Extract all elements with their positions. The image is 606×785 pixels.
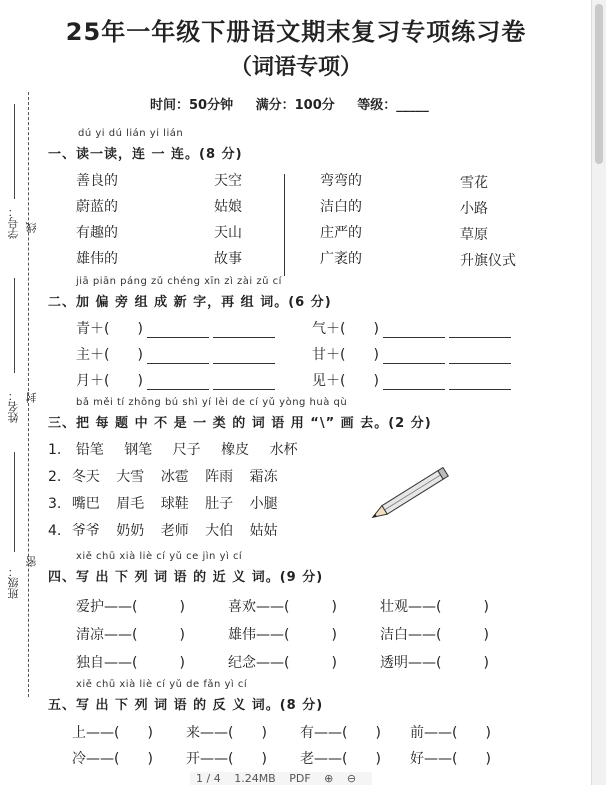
antonym-item[interactable]: 冷——( ) — [72, 751, 153, 767]
answer-blank[interactable] — [383, 325, 445, 338]
page-indicator: 1 / 4 — [196, 772, 221, 785]
section3-pinyin: bǎ měi tí zhōng bú shì yí lèi de cí yǔ yòng huà qù — [76, 397, 348, 408]
radical-prompt: 甘＋( ) — [312, 347, 379, 363]
radical-item[interactable] — [76, 344, 275, 364]
section3-title: 三、把 每 题 中 不 是 一 类 的 词 语 用 “\” 画 去。(2 分) — [48, 416, 432, 431]
section1-title: 一、读一读，连 一 连。(8 分) — [48, 147, 243, 162]
classify-word[interactable]: 姑姑 — [249, 523, 278, 539]
radical-prompt: 气＋( ) — [312, 321, 379, 337]
radical-prompt: 月＋( ) — [76, 373, 143, 389]
classify-word[interactable]: 阵雨 — [205, 469, 234, 485]
word[interactable]: 有趣的 — [76, 225, 118, 241]
classify-word[interactable]: 球鞋 — [160, 496, 189, 512]
classify-word[interactable]: 大伯 — [205, 523, 234, 539]
synonym-item[interactable]: 爱护——( ) — [76, 599, 185, 615]
file-type: PDF — [289, 772, 311, 785]
student-no-line — [14, 104, 15, 199]
radical-item[interactable] — [312, 318, 511, 338]
section1-divider — [284, 174, 285, 276]
word[interactable]: 天山 — [214, 225, 242, 241]
classify-word[interactable]: 水杯 — [269, 442, 298, 458]
word[interactable]: 草原 — [460, 227, 488, 243]
pencil-icon — [364, 464, 456, 524]
page-subtitle: （词语专项） — [229, 55, 362, 80]
file-size: 1.24MB — [234, 772, 276, 785]
answer-blank[interactable] — [147, 377, 209, 390]
viewer-statusbar — [190, 772, 372, 785]
classify-row — [48, 493, 278, 513]
word[interactable]: 雪花 — [460, 175, 488, 191]
binding-mark-seal: 封 — [25, 392, 38, 403]
answer-blank[interactable] — [383, 351, 445, 364]
row-number: 1. — [48, 442, 62, 458]
zoom-out-icon[interactable]: ⊖ — [346, 772, 357, 785]
antonym-item[interactable]: 老——( ) — [300, 751, 381, 767]
classify-word[interactable]: 钢笔 — [124, 442, 153, 458]
answer-blank[interactable] — [449, 325, 511, 338]
synonym-item[interactable]: 透明——( ) — [380, 655, 489, 671]
word[interactable]: 蔚蓝的 — [76, 199, 118, 215]
classify-word[interactable]: 奶奶 — [116, 523, 145, 539]
class-label: 班级： — [7, 566, 20, 599]
name-line — [14, 278, 15, 373]
exam-meta — [150, 94, 447, 113]
word[interactable]: 天空 — [214, 173, 242, 189]
radical-prompt: 青＋( ) — [76, 321, 143, 337]
word[interactable]: 雄伟的 — [76, 251, 118, 267]
classify-word[interactable]: 铅笔 — [75, 442, 104, 458]
synonym-item[interactable]: 纪念——( ) — [228, 655, 337, 671]
section4-pinyin: xiě chū xià liè cí yǔ ce jìn yì cí — [76, 551, 243, 562]
word[interactable]: 善良的 — [76, 173, 118, 189]
answer-blank[interactable] — [449, 351, 511, 364]
antonym-item[interactable]: 来——( ) — [186, 725, 267, 741]
grade-info: 等级：_____ — [357, 98, 429, 113]
synonym-item[interactable]: 洁白——( ) — [380, 627, 489, 643]
answer-blank[interactable] — [383, 377, 445, 390]
classify-word[interactable]: 大雪 — [116, 469, 145, 485]
antonym-item[interactable]: 开——( ) — [186, 751, 267, 767]
antonym-item[interactable]: 上——( ) — [72, 725, 153, 741]
class-line — [14, 452, 15, 552]
synonym-item[interactable]: 雄伟——( ) — [228, 627, 337, 643]
radical-item[interactable] — [76, 370, 275, 390]
page-title: 25年一年级下册语文期末复习专项练习卷 — [65, 18, 527, 46]
synonym-item[interactable]: 喜欢——( ) — [228, 599, 337, 615]
classify-word[interactable]: 肚子 — [205, 496, 234, 512]
word[interactable]: 洁白的 — [320, 199, 362, 215]
name-label: 姓名： — [7, 390, 20, 423]
answer-blank[interactable] — [147, 351, 209, 364]
synonym-item[interactable]: 壮观——( ) — [380, 599, 489, 615]
answer-blank[interactable] — [213, 325, 275, 338]
section1-pinyin: dú yi dú lián yi lián — [78, 128, 184, 139]
word[interactable]: 庄严的 — [320, 225, 362, 241]
word[interactable]: 故事 — [214, 251, 242, 267]
radical-prompt: 主＋( ) — [76, 347, 143, 363]
binding-mark-secret: 密 — [25, 556, 38, 567]
score-info: 满分：100分 — [255, 98, 335, 113]
section2-pinyin: jiā piān páng zǔ chéng xīn zì zài zǔ cí — [76, 276, 282, 287]
word[interactable]: 升旗仪式 — [460, 253, 516, 269]
answer-blank[interactable] — [213, 377, 275, 390]
section4-title: 四、写 出 下 列 词 语 的 近 义 词。(9 分) — [48, 570, 324, 585]
classify-word[interactable]: 霜冻 — [249, 469, 278, 485]
word[interactable]: 小路 — [460, 201, 488, 217]
answer-blank[interactable] — [449, 377, 511, 390]
binding-mark-line: 线 — [25, 222, 38, 233]
classify-word[interactable]: 眉毛 — [116, 496, 145, 512]
time-info: 时间：50分钟 — [150, 98, 234, 113]
classify-word[interactable]: 嘴巴 — [71, 496, 100, 512]
synonym-item[interactable]: 清凉——( ) — [76, 627, 185, 643]
row-number: 3. — [48, 496, 62, 512]
row-number: 4. — [48, 523, 62, 539]
classify-word[interactable]: 冰雹 — [160, 469, 189, 485]
classify-row — [48, 520, 278, 540]
classify-word[interactable]: 小腿 — [249, 496, 278, 512]
radical-item[interactable] — [312, 370, 511, 390]
classify-word[interactable]: 老师 — [160, 523, 189, 539]
zoom-in-icon[interactable]: ⊕ — [324, 772, 334, 785]
answer-blank[interactable] — [147, 325, 209, 338]
section5-title: 五、写 出 下 列 词 语 的 反 义 词。(8 分) — [48, 698, 324, 713]
row-number: 2. — [48, 469, 62, 485]
word[interactable]: 姑娘 — [214, 199, 242, 215]
synonym-item[interactable]: 独自——( ) — [76, 655, 185, 671]
radical-prompt: 见＋( ) — [312, 373, 379, 389]
scrollbar-thumb[interactable] — [595, 4, 603, 164]
vertical-scrollbar[interactable] — [591, 0, 606, 785]
classify-word[interactable]: 爷爷 — [71, 523, 100, 539]
word[interactable]: 广袤的 — [320, 251, 362, 267]
antonym-item[interactable]: 前——( ) — [410, 725, 491, 741]
section2-title: 二、加 偏 旁 组 成 新 字，再 组 词。(6 分) — [48, 295, 332, 310]
classify-word[interactable]: 冬天 — [71, 469, 100, 485]
classify-row — [48, 439, 298, 459]
radical-item[interactable] — [312, 344, 511, 364]
classify-word[interactable]: 橡皮 — [221, 442, 250, 458]
radical-item[interactable] — [76, 318, 275, 338]
classify-word[interactable]: 尺子 — [172, 442, 201, 458]
student-no-label: 学号： — [7, 206, 20, 239]
word[interactable]: 弯弯的 — [320, 173, 362, 189]
answer-blank[interactable] — [213, 351, 275, 364]
classify-row — [48, 466, 278, 486]
antonym-item[interactable]: 有——( ) — [300, 725, 381, 741]
antonym-item[interactable]: 好——( ) — [410, 751, 491, 767]
section5-pinyin: xiě chū xià liè cí yǔ de fǎn yì cí — [76, 679, 248, 690]
